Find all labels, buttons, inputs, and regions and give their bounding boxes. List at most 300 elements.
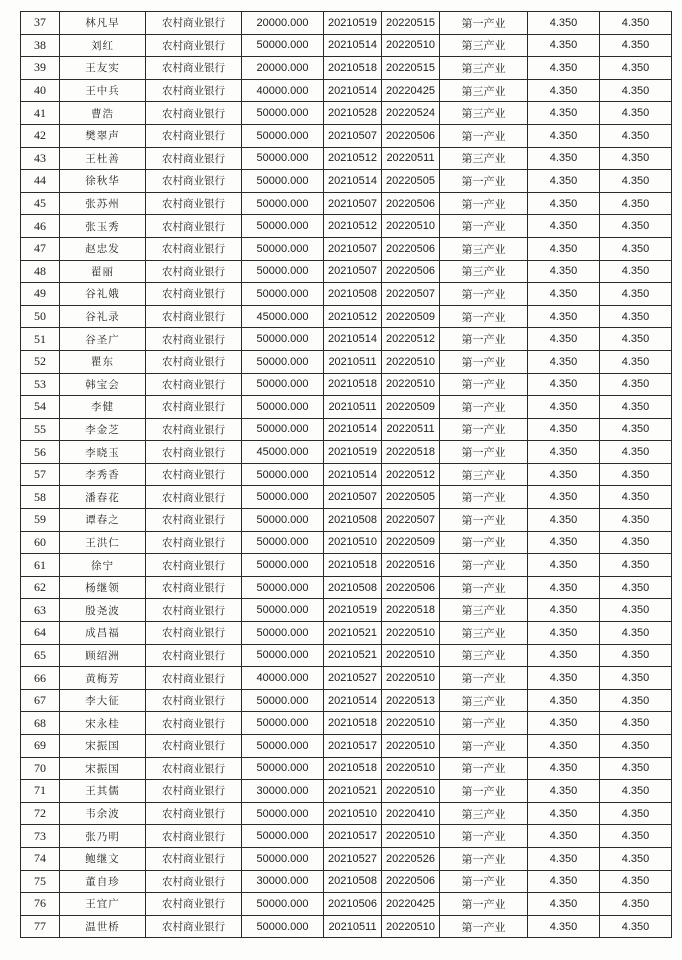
benchmark-rate-cell: 4.350 [600, 124, 672, 147]
end-date-cell: 20220510 [382, 373, 440, 396]
start-date-cell: 20210518 [324, 57, 382, 80]
row-number-cell: 42 [21, 124, 60, 147]
borrower-name-cell: 宋振国 [60, 735, 146, 758]
borrower-name-cell: 王洪仁 [60, 531, 146, 554]
row-number-cell: 74 [21, 847, 60, 870]
start-date-cell: 20210519 [324, 599, 382, 622]
industry-sector-cell: 第三产业 [440, 599, 528, 622]
benchmark-rate-cell: 4.350 [600, 57, 672, 80]
end-date-cell: 20220510 [382, 757, 440, 780]
start-date-cell: 20210512 [324, 215, 382, 238]
loan-amount-cell: 50000.000 [242, 847, 324, 870]
lender-bank-cell: 农村商业银行 [146, 576, 242, 599]
table-row [21, 847, 672, 870]
lender-bank-cell: 农村商业银行 [146, 644, 242, 667]
borrower-name-cell: 董自珍 [60, 870, 146, 893]
row-number-cell: 48 [21, 260, 60, 283]
row-number-cell: 62 [21, 576, 60, 599]
benchmark-rate-cell: 4.350 [600, 870, 672, 893]
end-date-cell: 20220512 [382, 463, 440, 486]
end-date-cell: 20220511 [382, 147, 440, 170]
start-date-cell: 20210514 [324, 34, 382, 57]
end-date-cell: 20220518 [382, 441, 440, 464]
loan-amount-cell: 50000.000 [242, 893, 324, 916]
interest-rate-cell: 4.350 [528, 418, 600, 441]
table-row [21, 192, 672, 215]
start-date-cell: 20210507 [324, 192, 382, 215]
row-number-cell: 37 [21, 12, 60, 35]
end-date-cell: 20220524 [382, 102, 440, 125]
start-date-cell: 20210511 [324, 350, 382, 373]
borrower-name-cell: 谷礼娥 [60, 283, 146, 306]
loan-amount-cell: 50000.000 [242, 554, 324, 577]
benchmark-rate-cell: 4.350 [600, 441, 672, 464]
lender-bank-cell: 农村商业银行 [146, 102, 242, 125]
loan-amount-cell: 50000.000 [242, 802, 324, 825]
table-row [21, 735, 672, 758]
lender-bank-cell: 农村商业银行 [146, 893, 242, 916]
benchmark-rate-cell: 4.350 [600, 328, 672, 351]
row-number-cell: 46 [21, 215, 60, 238]
lender-bank-cell: 农村商业银行 [146, 12, 242, 35]
loan-amount-cell: 50000.000 [242, 102, 324, 125]
start-date-cell: 20210507 [324, 260, 382, 283]
interest-rate-cell: 4.350 [528, 283, 600, 306]
row-number-cell: 77 [21, 915, 60, 938]
industry-sector-cell: 第一产业 [440, 396, 528, 419]
borrower-name-cell: 谷礼录 [60, 305, 146, 328]
borrower-name-cell: 成昌福 [60, 622, 146, 645]
benchmark-rate-cell: 4.350 [600, 396, 672, 419]
lender-bank-cell: 农村商业银行 [146, 735, 242, 758]
row-number-cell: 76 [21, 893, 60, 916]
borrower-name-cell: 宋振国 [60, 757, 146, 780]
industry-sector-cell: 第一产业 [440, 215, 528, 238]
loan-amount-cell: 50000.000 [242, 170, 324, 193]
industry-sector-cell: 第一产业 [440, 283, 528, 306]
loan-amount-cell: 50000.000 [242, 373, 324, 396]
table-row [21, 237, 672, 260]
table-row [21, 644, 672, 667]
borrower-name-cell: 林凡早 [60, 12, 146, 35]
end-date-cell: 20220512 [382, 328, 440, 351]
table-row [21, 780, 672, 803]
lender-bank-cell: 农村商业银行 [146, 622, 242, 645]
borrower-name-cell: 谷圣广 [60, 328, 146, 351]
table-row [21, 350, 672, 373]
start-date-cell: 20210512 [324, 305, 382, 328]
row-number-cell: 54 [21, 396, 60, 419]
table-row [21, 576, 672, 599]
table-row [21, 802, 672, 825]
interest-rate-cell: 4.350 [528, 825, 600, 848]
borrower-name-cell: 宋永桂 [60, 712, 146, 735]
borrower-name-cell: 李晓玉 [60, 441, 146, 464]
table-row [21, 509, 672, 532]
row-number-cell: 47 [21, 237, 60, 260]
row-number-cell: 70 [21, 757, 60, 780]
industry-sector-cell: 第一产业 [440, 735, 528, 758]
interest-rate-cell: 4.350 [528, 509, 600, 532]
borrower-name-cell: 李秀香 [60, 463, 146, 486]
industry-sector-cell: 第一产业 [440, 305, 528, 328]
row-number-cell: 75 [21, 870, 60, 893]
interest-rate-cell: 4.350 [528, 689, 600, 712]
lender-bank-cell: 农村商业银行 [146, 350, 242, 373]
borrower-name-cell: 鲍继文 [60, 847, 146, 870]
table-row [21, 825, 672, 848]
lender-bank-cell: 农村商业银行 [146, 34, 242, 57]
table-row [21, 102, 672, 125]
industry-sector-cell: 第一产业 [440, 170, 528, 193]
industry-sector-cell: 第一产业 [440, 418, 528, 441]
lender-bank-cell: 农村商业银行 [146, 283, 242, 306]
interest-rate-cell: 4.350 [528, 350, 600, 373]
start-date-cell: 20210527 [324, 847, 382, 870]
end-date-cell: 20220425 [382, 79, 440, 102]
lender-bank-cell: 农村商业银行 [146, 509, 242, 532]
loan-amount-cell: 50000.000 [242, 283, 324, 306]
start-date-cell: 20210514 [324, 418, 382, 441]
lender-bank-cell: 农村商业银行 [146, 915, 242, 938]
start-date-cell: 20210510 [324, 802, 382, 825]
loan-amount-cell: 30000.000 [242, 870, 324, 893]
interest-rate-cell: 4.350 [528, 463, 600, 486]
interest-rate-cell: 4.350 [528, 215, 600, 238]
interest-rate-cell: 4.350 [528, 57, 600, 80]
benchmark-rate-cell: 4.350 [600, 486, 672, 509]
industry-sector-cell: 第一产业 [440, 373, 528, 396]
table-row [21, 531, 672, 554]
benchmark-rate-cell: 4.350 [600, 305, 672, 328]
start-date-cell: 20210508 [324, 576, 382, 599]
start-date-cell: 20210506 [324, 893, 382, 916]
borrower-name-cell: 徐秋华 [60, 170, 146, 193]
industry-sector-cell: 第一产业 [440, 576, 528, 599]
start-date-cell: 20210528 [324, 102, 382, 125]
benchmark-rate-cell: 4.350 [600, 260, 672, 283]
benchmark-rate-cell: 4.350 [600, 802, 672, 825]
loan-amount-cell: 45000.000 [242, 305, 324, 328]
row-number-cell: 39 [21, 57, 60, 80]
end-date-cell: 20220509 [382, 396, 440, 419]
start-date-cell: 20210519 [324, 12, 382, 35]
interest-rate-cell: 4.350 [528, 757, 600, 780]
benchmark-rate-cell: 4.350 [600, 576, 672, 599]
row-number-cell: 69 [21, 735, 60, 758]
industry-sector-cell: 第三产业 [440, 644, 528, 667]
interest-rate-cell: 4.350 [528, 34, 600, 57]
lender-bank-cell: 农村商业银行 [146, 170, 242, 193]
start-date-cell: 20210521 [324, 780, 382, 803]
row-number-cell: 53 [21, 373, 60, 396]
benchmark-rate-cell: 4.350 [600, 418, 672, 441]
end-date-cell: 20220510 [382, 215, 440, 238]
end-date-cell: 20220510 [382, 825, 440, 848]
loan-amount-cell: 50000.000 [242, 622, 324, 645]
loan-amount-cell: 50000.000 [242, 735, 324, 758]
borrower-name-cell: 翟丽 [60, 260, 146, 283]
start-date-cell: 20210521 [324, 644, 382, 667]
industry-sector-cell: 第一产业 [440, 328, 528, 351]
borrower-name-cell: 温世桥 [60, 915, 146, 938]
start-date-cell: 20210508 [324, 283, 382, 306]
row-number-cell: 67 [21, 689, 60, 712]
industry-sector-cell: 第一产业 [440, 441, 528, 464]
borrower-name-cell: 王友实 [60, 57, 146, 80]
loan-amount-cell: 50000.000 [242, 509, 324, 532]
table-row [21, 396, 672, 419]
lender-bank-cell: 农村商业银行 [146, 147, 242, 170]
interest-rate-cell: 4.350 [528, 915, 600, 938]
table-row [21, 418, 672, 441]
industry-sector-cell: 第一产业 [440, 870, 528, 893]
industry-sector-cell: 第三产业 [440, 147, 528, 170]
benchmark-rate-cell: 4.350 [600, 192, 672, 215]
start-date-cell: 20210514 [324, 79, 382, 102]
industry-sector-cell: 第三产业 [440, 689, 528, 712]
borrower-name-cell: 赵忠发 [60, 237, 146, 260]
benchmark-rate-cell: 4.350 [600, 237, 672, 260]
row-number-cell: 52 [21, 350, 60, 373]
row-number-cell: 50 [21, 305, 60, 328]
loan-amount-cell: 50000.000 [242, 825, 324, 848]
row-number-cell: 61 [21, 554, 60, 577]
end-date-cell: 20220510 [382, 667, 440, 690]
lender-bank-cell: 农村商业银行 [146, 418, 242, 441]
lender-bank-cell: 农村商业银行 [146, 599, 242, 622]
lender-bank-cell: 农村商业银行 [146, 667, 242, 690]
industry-sector-cell: 第一产业 [440, 509, 528, 532]
end-date-cell: 20220516 [382, 554, 440, 577]
row-number-cell: 73 [21, 825, 60, 848]
start-date-cell: 20210514 [324, 170, 382, 193]
industry-sector-cell: 第一产业 [440, 915, 528, 938]
loan-amount-cell: 50000.000 [242, 599, 324, 622]
start-date-cell: 20210507 [324, 124, 382, 147]
table-row [21, 170, 672, 193]
industry-sector-cell: 第一产业 [440, 124, 528, 147]
interest-rate-cell: 4.350 [528, 554, 600, 577]
loan-amount-cell: 50000.000 [242, 531, 324, 554]
loan-amount-cell: 50000.000 [242, 757, 324, 780]
benchmark-rate-cell: 4.350 [600, 667, 672, 690]
lender-bank-cell: 农村商业银行 [146, 192, 242, 215]
end-date-cell: 20220509 [382, 531, 440, 554]
loan-amount-cell: 50000.000 [242, 147, 324, 170]
interest-rate-cell: 4.350 [528, 644, 600, 667]
benchmark-rate-cell: 4.350 [600, 735, 672, 758]
row-number-cell: 43 [21, 147, 60, 170]
benchmark-rate-cell: 4.350 [600, 531, 672, 554]
benchmark-rate-cell: 4.350 [600, 915, 672, 938]
interest-rate-cell: 4.350 [528, 260, 600, 283]
end-date-cell: 20220410 [382, 802, 440, 825]
benchmark-rate-cell: 4.350 [600, 215, 672, 238]
interest-rate-cell: 4.350 [528, 305, 600, 328]
industry-sector-cell: 第三产业 [440, 34, 528, 57]
borrower-name-cell: 张玉秀 [60, 215, 146, 238]
end-date-cell: 20220509 [382, 305, 440, 328]
benchmark-rate-cell: 4.350 [600, 689, 672, 712]
benchmark-rate-cell: 4.350 [600, 780, 672, 803]
loan-amount-cell: 20000.000 [242, 12, 324, 35]
borrower-name-cell: 刘红 [60, 34, 146, 57]
loan-amount-cell: 20000.000 [242, 57, 324, 80]
lender-bank-cell: 农村商业银行 [146, 802, 242, 825]
loan-amount-cell: 50000.000 [242, 644, 324, 667]
table-row [21, 667, 672, 690]
benchmark-rate-cell: 4.350 [600, 170, 672, 193]
end-date-cell: 20220507 [382, 283, 440, 306]
industry-sector-cell: 第三产业 [440, 463, 528, 486]
row-number-cell: 66 [21, 667, 60, 690]
benchmark-rate-cell: 4.350 [600, 102, 672, 125]
table-row [21, 305, 672, 328]
interest-rate-cell: 4.350 [528, 373, 600, 396]
end-date-cell: 20220515 [382, 57, 440, 80]
borrower-name-cell: 潘春花 [60, 486, 146, 509]
table-row [21, 599, 672, 622]
interest-rate-cell: 4.350 [528, 531, 600, 554]
table-row [21, 689, 672, 712]
industry-sector-cell: 第三产业 [440, 79, 528, 102]
benchmark-rate-cell: 4.350 [600, 644, 672, 667]
row-number-cell: 59 [21, 509, 60, 532]
start-date-cell: 20210518 [324, 757, 382, 780]
end-date-cell: 20220506 [382, 576, 440, 599]
interest-rate-cell: 4.350 [528, 441, 600, 464]
table-row [21, 915, 672, 938]
lender-bank-cell: 农村商业银行 [146, 780, 242, 803]
benchmark-rate-cell: 4.350 [600, 599, 672, 622]
industry-sector-cell: 第一产业 [440, 712, 528, 735]
end-date-cell: 20220510 [382, 622, 440, 645]
end-date-cell: 20220513 [382, 689, 440, 712]
lender-bank-cell: 农村商业银行 [146, 847, 242, 870]
interest-rate-cell: 4.350 [528, 847, 600, 870]
loan-table-body [21, 12, 672, 938]
lender-bank-cell: 农村商业银行 [146, 373, 242, 396]
borrower-name-cell: 王中兵 [60, 79, 146, 102]
interest-rate-cell: 4.350 [528, 576, 600, 599]
row-number-cell: 55 [21, 418, 60, 441]
row-number-cell: 41 [21, 102, 60, 125]
interest-rate-cell: 4.350 [528, 237, 600, 260]
row-number-cell: 71 [21, 780, 60, 803]
loan-amount-cell: 50000.000 [242, 689, 324, 712]
lender-bank-cell: 农村商业银行 [146, 124, 242, 147]
row-number-cell: 57 [21, 463, 60, 486]
end-date-cell: 20220510 [382, 780, 440, 803]
lender-bank-cell: 农村商业银行 [146, 305, 242, 328]
table-row [21, 57, 672, 80]
loan-amount-cell: 45000.000 [242, 441, 324, 464]
lender-bank-cell: 农村商业银行 [146, 260, 242, 283]
loan-amount-cell: 50000.000 [242, 34, 324, 57]
loan-amount-cell: 50000.000 [242, 418, 324, 441]
borrower-name-cell: 韦余波 [60, 802, 146, 825]
start-date-cell: 20210518 [324, 712, 382, 735]
lender-bank-cell: 农村商业银行 [146, 757, 242, 780]
start-date-cell: 20210514 [324, 689, 382, 712]
benchmark-rate-cell: 4.350 [600, 893, 672, 916]
interest-rate-cell: 4.350 [528, 622, 600, 645]
borrower-name-cell: 张乃明 [60, 825, 146, 848]
end-date-cell: 20220506 [382, 237, 440, 260]
interest-rate-cell: 4.350 [528, 735, 600, 758]
row-number-cell: 44 [21, 170, 60, 193]
loan-amount-cell: 50000.000 [242, 328, 324, 351]
industry-sector-cell: 第三产业 [440, 802, 528, 825]
end-date-cell: 20220511 [382, 418, 440, 441]
start-date-cell: 20210518 [324, 373, 382, 396]
lender-bank-cell: 农村商业银行 [146, 870, 242, 893]
borrower-name-cell: 韩宝会 [60, 373, 146, 396]
table-row [21, 215, 672, 238]
start-date-cell: 20210507 [324, 237, 382, 260]
benchmark-rate-cell: 4.350 [600, 847, 672, 870]
start-date-cell: 20210517 [324, 825, 382, 848]
row-number-cell: 63 [21, 599, 60, 622]
interest-rate-cell: 4.350 [528, 396, 600, 419]
start-date-cell: 20210512 [324, 147, 382, 170]
row-number-cell: 49 [21, 283, 60, 306]
interest-rate-cell: 4.350 [528, 147, 600, 170]
row-number-cell: 65 [21, 644, 60, 667]
table-row [21, 712, 672, 735]
interest-rate-cell: 4.350 [528, 328, 600, 351]
interest-rate-cell: 4.350 [528, 780, 600, 803]
industry-sector-cell: 第一产业 [440, 350, 528, 373]
interest-rate-cell: 4.350 [528, 124, 600, 147]
benchmark-rate-cell: 4.350 [600, 554, 672, 577]
benchmark-rate-cell: 4.350 [600, 283, 672, 306]
lender-bank-cell: 农村商业银行 [146, 57, 242, 80]
lender-bank-cell: 农村商业银行 [146, 531, 242, 554]
row-number-cell: 40 [21, 79, 60, 102]
interest-rate-cell: 4.350 [528, 667, 600, 690]
end-date-cell: 20220515 [382, 12, 440, 35]
table-row [21, 373, 672, 396]
end-date-cell: 20220510 [382, 644, 440, 667]
loan-amount-cell: 50000.000 [242, 463, 324, 486]
end-date-cell: 20220510 [382, 735, 440, 758]
industry-sector-cell: 第三产业 [440, 102, 528, 125]
end-date-cell: 20220518 [382, 599, 440, 622]
loan-amount-cell: 50000.000 [242, 712, 324, 735]
start-date-cell: 20210521 [324, 622, 382, 645]
row-number-cell: 45 [21, 192, 60, 215]
interest-rate-cell: 4.350 [528, 712, 600, 735]
interest-rate-cell: 4.350 [528, 870, 600, 893]
row-number-cell: 72 [21, 802, 60, 825]
industry-sector-cell: 第一产业 [440, 531, 528, 554]
loan-amount-cell: 50000.000 [242, 192, 324, 215]
interest-rate-cell: 4.350 [528, 893, 600, 916]
end-date-cell: 20220526 [382, 847, 440, 870]
borrower-name-cell: 殷尧波 [60, 599, 146, 622]
start-date-cell: 20210511 [324, 396, 382, 419]
row-number-cell: 58 [21, 486, 60, 509]
start-date-cell: 20210517 [324, 735, 382, 758]
row-number-cell: 60 [21, 531, 60, 554]
row-number-cell: 56 [21, 441, 60, 464]
row-number-cell: 51 [21, 328, 60, 351]
loan-amount-cell: 50000.000 [242, 350, 324, 373]
start-date-cell: 20210518 [324, 554, 382, 577]
start-date-cell: 20210514 [324, 463, 382, 486]
